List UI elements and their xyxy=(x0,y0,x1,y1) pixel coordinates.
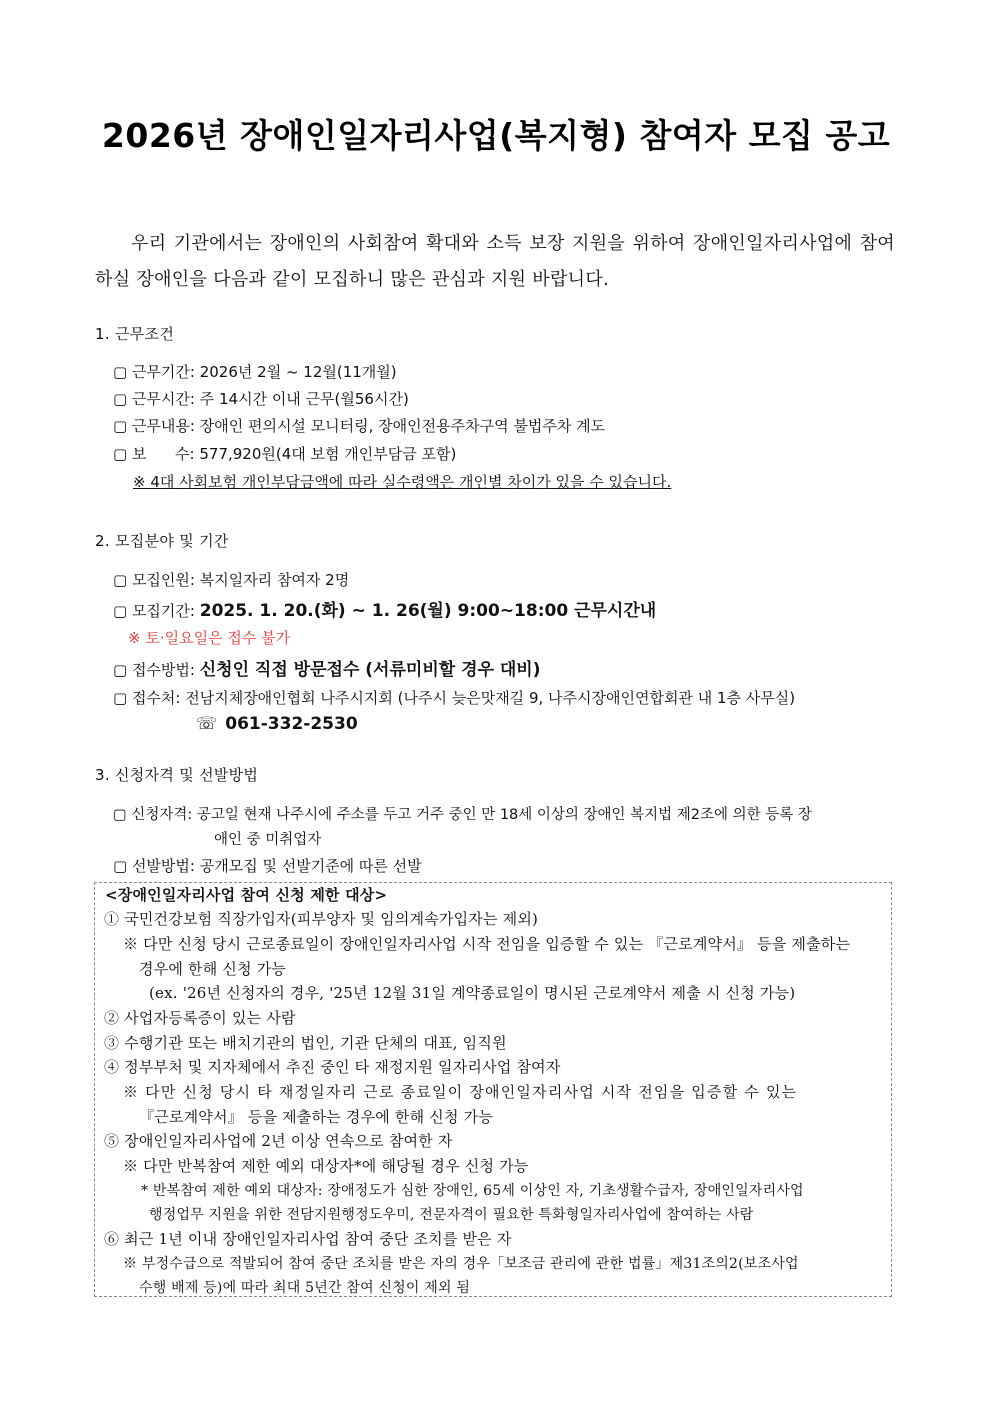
restriction-line: 경우에 한해 신청 가능 xyxy=(139,960,287,978)
restriction-line: ⑥ 최근 1년 이내 장애인일자리사업 참여 중단 조치를 받은 자 xyxy=(104,1230,512,1248)
restriction-line: * 반복참여 제한 예외 대상자: 장애정도가 심한 장애인, 65세 이상인 자, 기초생활수급자, 장애인일자리사업 xyxy=(141,1183,804,1199)
phone-line xyxy=(196,714,358,734)
application-method-item xyxy=(113,655,540,680)
weekend-note: ※ 토·일요일은 접수 불가 xyxy=(128,629,291,647)
recruit-period-value: 2025. 1. 20.(화) ~ 1. 26(월) 9:00~18:00 근무시간내 xyxy=(199,601,657,621)
work-period-item: ▢ 근무기간: 2026년 2월 ~ 12월(11개월) xyxy=(113,363,397,381)
recruit-period-item xyxy=(113,596,656,621)
restriction-box xyxy=(94,882,892,1297)
insurance-note: ※ 4대 사회보험 개인부담금액에 따라 실수령액은 개인별 차이가 있을 수 있습니다. xyxy=(133,473,672,491)
restriction-line: ① 국민건강보험 직장가입자(피부양자 및 임의계속가입자는 제외) xyxy=(104,910,539,928)
intro-paragraph: 우리 기관에서는 장애인의 사회참여 확대와 소득 보장 지원을 위하여 장애인일자리사업에 참여하실 장애인을 다음과 같이 모집하니 많은 관심과 지원 바랍니다. xyxy=(95,233,895,290)
work-content-item: ▢ 근무내용: 장애인 편의시설 모니터링, 장애인전용주차구역 불법주차 계도 xyxy=(113,417,606,435)
restriction-line: (ex. '26년 신청자의 경우, '25년 12월 31일 계약종료일이 명시된 근로계약서 제출 시 신청 가능) xyxy=(149,984,796,1002)
restriction-line: 행정업무 지원을 위한 전담지원행정도우미, 전문자격이 필요한 특화형일자리사업에 참여하는 사람 xyxy=(149,1207,754,1223)
restriction-line: ※ 다만 신청 당시 타 재정일자리 근로 종료일이 장애인일자리사업 시작 전임을 입증할 수 있는 xyxy=(123,1083,798,1101)
telephone-icon: ☏ xyxy=(196,714,218,734)
page-title: 2026년 장애인일자리사업(복지형) 참여자 모집 공고 xyxy=(101,116,891,155)
application-method-label: ▢ 접수방법: xyxy=(113,661,200,679)
application-place-item: ▢ 접수처: 전남지체장애인협회 나주시지회 (나주시 늦은맛재길 9, 나주시장애인연합회관 내 1층 사무실) xyxy=(113,689,796,707)
recruit-count-item: ▢ 모집인원: 복지일자리 참여자 2명 xyxy=(113,571,350,589)
restriction-line: ※ 다만 반복참여 제한 예외 대상자*에 해당될 경우 신청 가능 xyxy=(123,1157,529,1175)
restriction-line: ④ 정부부처 및 지자체에서 추진 중인 타 재정지원 일자리사업 참여자 xyxy=(104,1058,561,1076)
qualification-item-line2: 애인 중 미취업자 xyxy=(214,832,322,848)
restriction-line: ※ 부정수급으로 적발되어 참여 중단 조치를 받은 자의 경우「보조금 관리에 관한 법률」제31조의2(보조사업 xyxy=(123,1256,799,1272)
restriction-line: ③ 수행기관 또는 배치기관의 법인, 기관 단체의 대표, 임직원 xyxy=(104,1034,507,1052)
restriction-line: ※ 다만 신청 당시 근로종료일이 장애인일자리사업 시작 전임을 입증할 수 있는 『근로계약서』 등을 제출하는 xyxy=(123,935,851,953)
restriction-line: ⑤ 장애인일자리사업에 2년 이상 연속으로 참여한 자 xyxy=(104,1132,453,1150)
section-heading-qualification: 3. 신청자격 및 선발방법 xyxy=(95,766,259,784)
restriction-line: 『근로계약서』 등을 제출하는 경우에 한해 신청 가능 xyxy=(139,1108,494,1126)
phone-number: 061-332-2530 xyxy=(225,714,358,734)
restriction-heading: <장애인일자리사업 참여 신청 제한 대상> xyxy=(105,886,388,904)
restriction-line: 수행 배제 등)에 따라 최대 5년간 참여 신청이 제외 됨 xyxy=(139,1280,471,1296)
qualification-item-line1: ▢ 신청자격: 공고일 현재 나주시에 주소를 두고 거주 중인 만 18세 이상의 장애인 복지법 제2조에 의한 등록 장 xyxy=(113,807,812,823)
application-method-value: 신청인 직접 방문접수 (서류미비할 경우 대비) xyxy=(199,660,541,680)
section-heading-work-conditions: 1. 근무조건 xyxy=(95,325,175,343)
section-heading-recruitment: 2. 모집분야 및 기간 xyxy=(95,532,229,550)
pay-item: ▢ 보 수: 577,920원(4대 보험 개인부담금 포함) xyxy=(113,445,457,463)
work-hours-item: ▢ 근무시간: 주 14시간 이내 근무(월56시간) xyxy=(113,390,409,408)
selection-method-item: ▢ 선발방법: 공개모집 및 선발기준에 따른 선발 xyxy=(113,857,422,875)
recruit-period-label: ▢ 모집기간: xyxy=(113,602,200,620)
restriction-line: ② 사업자등록증이 있는 사람 xyxy=(104,1009,296,1027)
